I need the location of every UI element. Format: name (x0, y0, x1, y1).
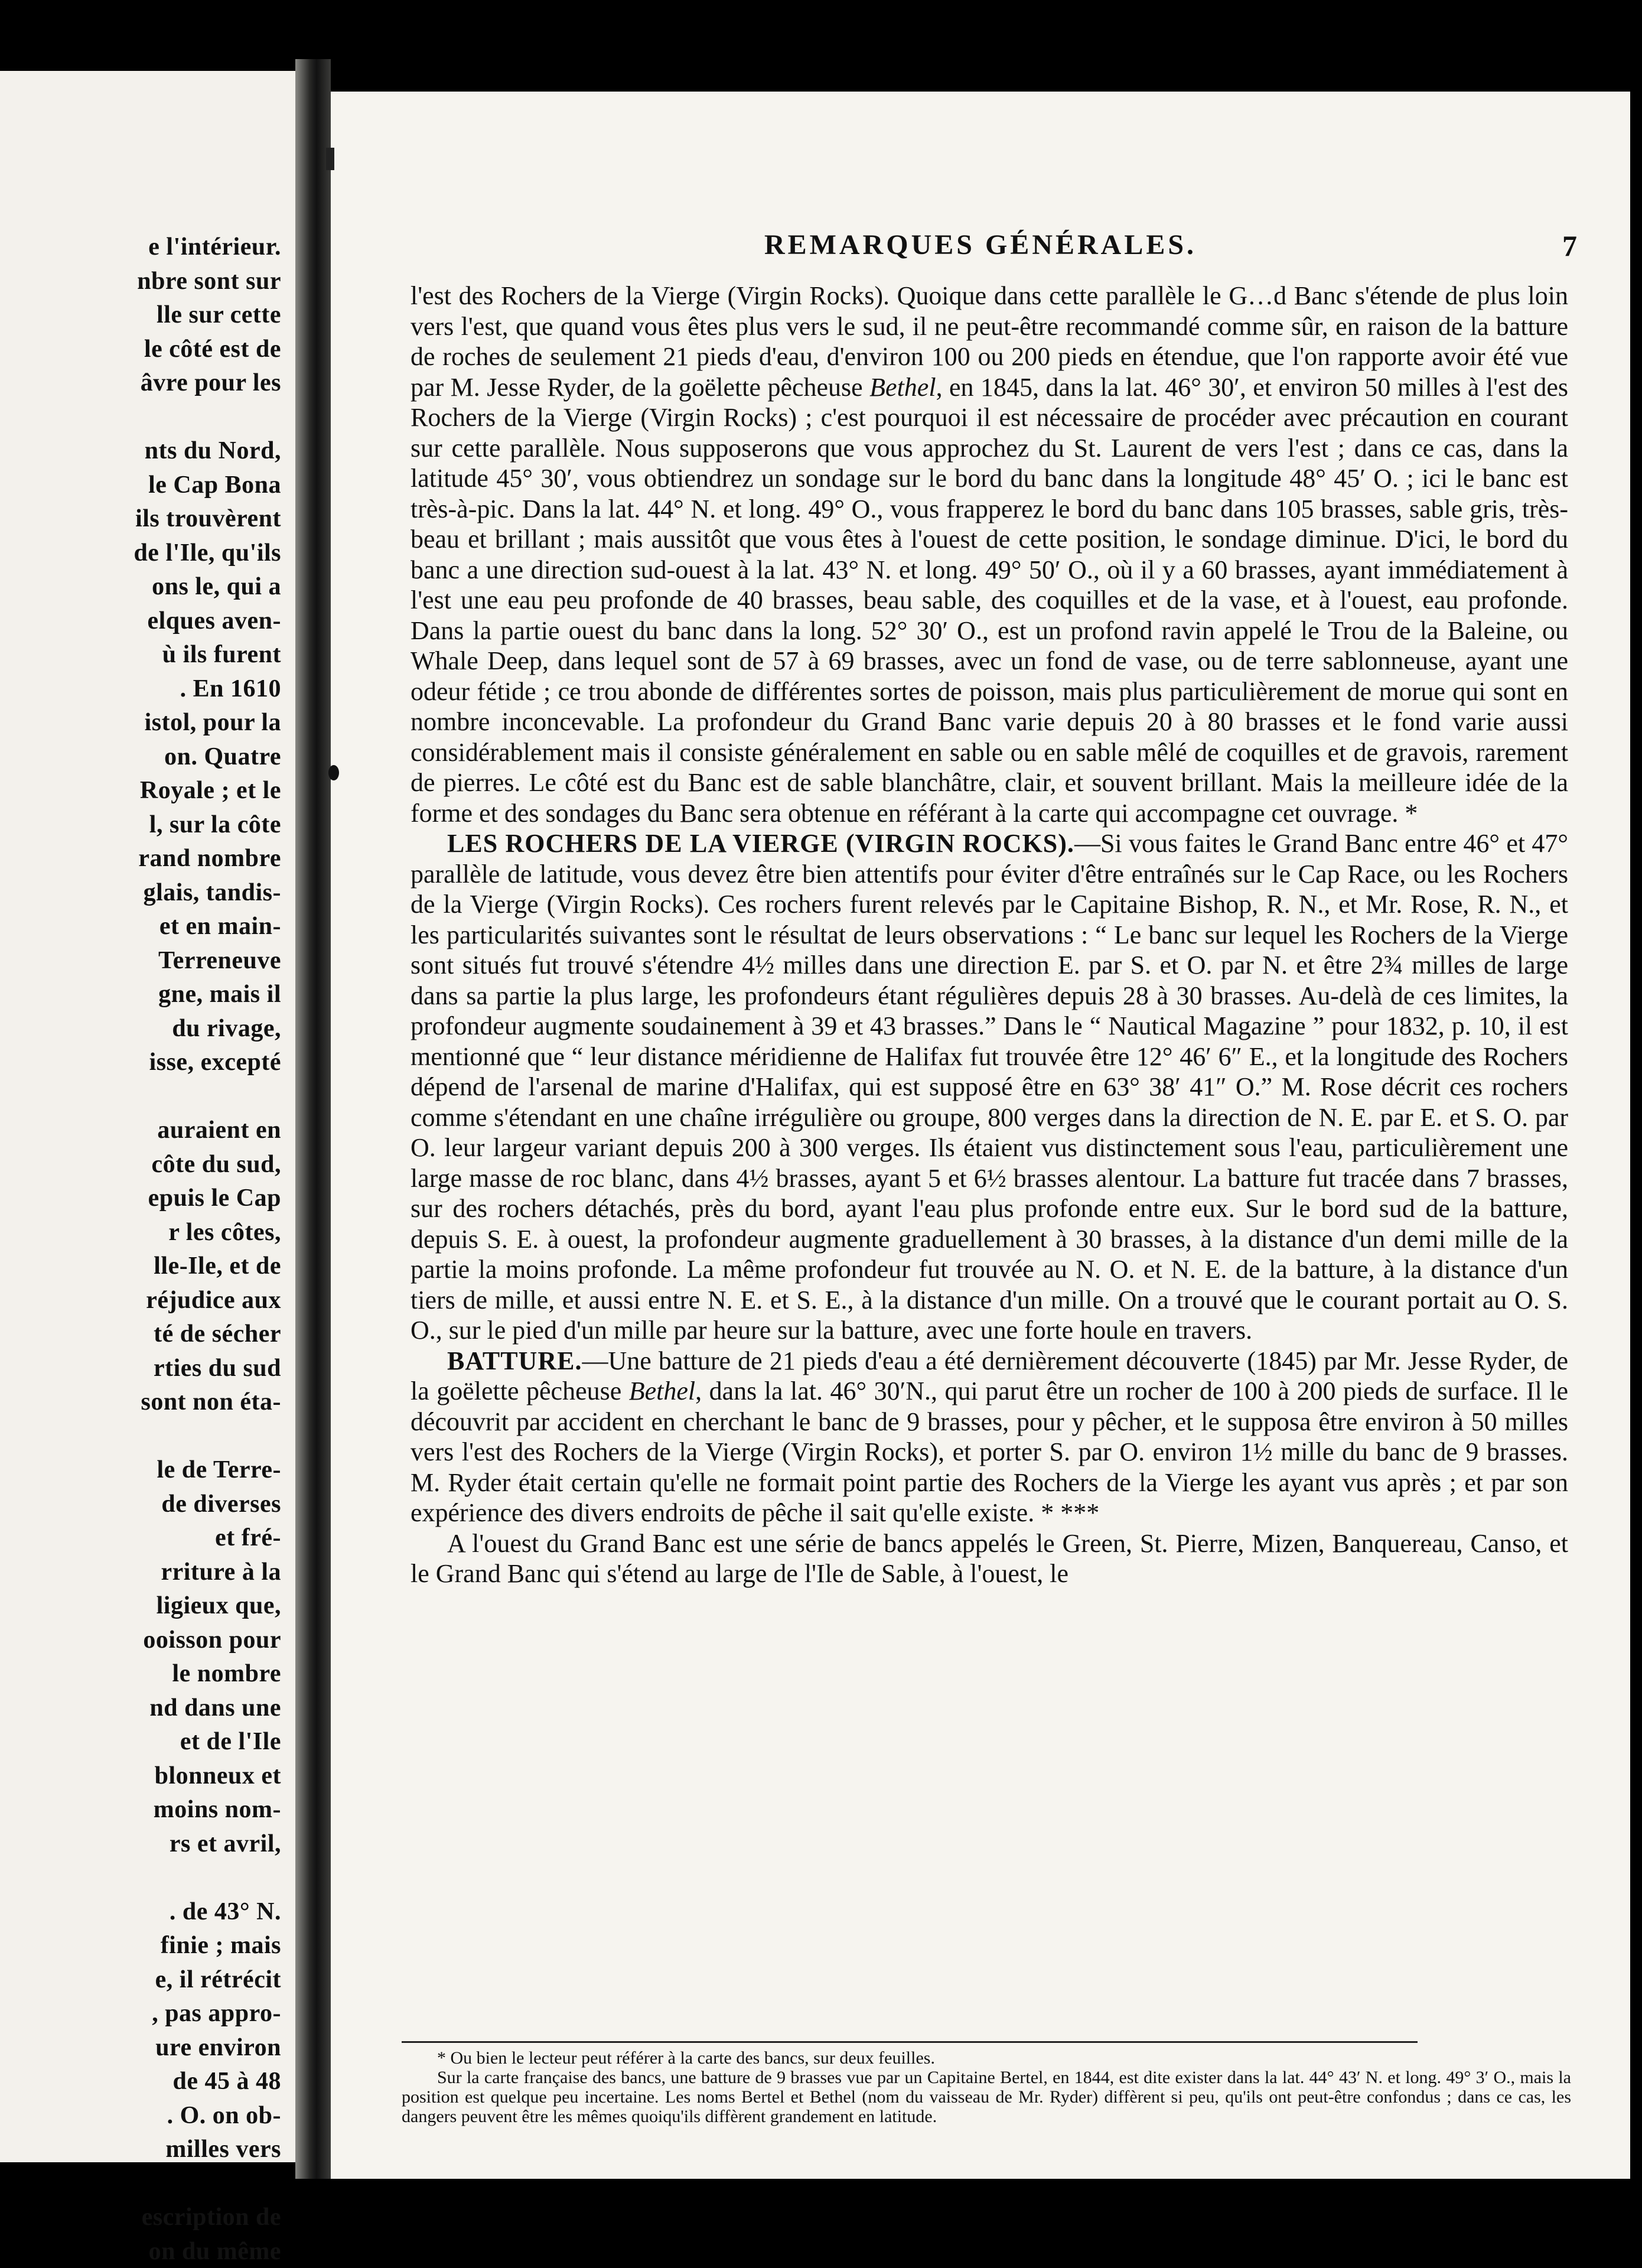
left-page-line: et fré- (215, 1524, 281, 1551)
left-page-line: . de 43° N. (169, 1898, 281, 1925)
left-page-line: rties du sud (153, 1354, 281, 1382)
left-page-line: le Cap Bona (148, 471, 281, 499)
paragraph-batture (410, 1346, 1568, 1528)
paragraph-grand-banc (410, 281, 1568, 828)
book-gutter (295, 59, 331, 2179)
left-page-line: milles vers (165, 2136, 281, 2163)
left-page-line: nbre sont sur (137, 267, 281, 295)
footnote: Sur la carte française des bancs, une batture de 9 brasses vue par un Capitaine Bertel, en 1844, est dite exister dans la lat. 44° 43′ N. et long. 49° 3′ O., mais la position est quelque peu incertaine. Les noms Bertel et Bethel (nom du vaisseau de Mr. Ryder) diffèrent si peu, qu'ils ont peut-être confondus ; dans ce cas, les dangers peuvent être les mêmes quoiqu'ils diffèrent grandement en latitude. (402, 2068, 1571, 2126)
text-run: A l'ouest du Grand Banc est une série de bancs appelés le Green, St. Pierre, Mizen, Banquereau, Canso, et le Grand Banc qui s'étend au large de l'Ile de Sable, à l'ouest, le (410, 1528, 1568, 1588)
left-page-line: sont non éta- (141, 1388, 281, 1416)
running-title: REMARQUES GÉNÉRALES. (764, 229, 1197, 261)
left-page-line: elques aven- (147, 607, 281, 634)
section-heading: BATTURE. (447, 1346, 582, 1375)
left-page-line: l, sur la côte (149, 811, 281, 838)
left-page-line: lle-Ile, et de (154, 1252, 281, 1280)
left-page-line: réjudice aux (146, 1286, 281, 1314)
left-page-line: on du même (148, 2237, 281, 2265)
binding-mark (326, 148, 334, 170)
footnote: * Ou bien le lecteur peut référer à la carte des bancs, sur deux feuilles. (437, 2048, 935, 2068)
left-page-fragment (0, 71, 295, 2265)
left-page-line: . O. on ob- (167, 2101, 281, 2129)
left-page-line: isse, excepté (149, 1049, 281, 1076)
left-page-line: ù ils furent (162, 641, 281, 668)
left-page-line: nts du Nord, (144, 437, 281, 464)
left-page-line: e l'intérieur. (148, 233, 281, 261)
left-page-line: e, il rétrécit (155, 1966, 281, 1993)
vessel-name: Bethel (628, 1377, 696, 1405)
paragraph-west-banks (410, 1528, 1568, 1589)
left-page-line: de diverses (161, 1490, 281, 1518)
left-page-line: , pas appro- (152, 2000, 281, 2027)
left-page-line: Terreneuve (158, 946, 281, 974)
left-page-line: Royale ; et le (139, 777, 281, 804)
left-page-line: le nombre (172, 1660, 281, 1687)
left-page-line: rand nombre (138, 845, 281, 872)
left-page-line: le de Terre- (157, 1456, 281, 1483)
paragraph-virgin-rocks (410, 828, 1568, 1346)
right-page (331, 92, 1630, 2179)
left-page-line: nd dans une (149, 1694, 281, 1722)
left-page-line: le côté est de (144, 335, 281, 363)
section-heading: LES ROCHERS DE LA VIERGE (VIRGIN ROCKS). (447, 829, 1074, 858)
binding-hole (328, 765, 339, 780)
left-page-line: . En 1610 (180, 675, 281, 702)
left-page-line: ons le, qui a (152, 573, 281, 600)
vessel-name: Bethel (869, 372, 936, 402)
left-page-line: gne, mais il (158, 981, 281, 1008)
left-page-line: ure environ (155, 2033, 281, 2061)
left-page-line: escription de (141, 2204, 281, 2231)
text-run: *** (1054, 1498, 1100, 1527)
footnote-rule (402, 2041, 1418, 2043)
left-page-line: auraient en (157, 1117, 281, 1144)
left-page-line: rriture à la (161, 1558, 281, 1586)
left-page-line: blonneux et (154, 1762, 281, 1789)
main-text (410, 281, 1568, 1589)
left-page-line: glais, tandis- (143, 878, 281, 906)
page-number: 7 (1562, 229, 1577, 262)
left-page-line: on. Quatre (164, 743, 281, 770)
left-page-line: côte du sud, (151, 1150, 281, 1178)
left-page-line: du rivage, (172, 1014, 281, 1042)
left-page-line: moins nom- (153, 1796, 281, 1823)
footnotes (402, 2048, 1571, 2126)
left-page-line: de l'Ile, qu'ils (133, 539, 281, 567)
left-page-line: finie ; mais (160, 1932, 281, 1959)
left-page-line: ligieux que, (156, 1592, 281, 1619)
running-head (384, 229, 1577, 276)
left-page-line: ooisson pour (143, 1626, 281, 1654)
left-page-line: et de l'Ile (180, 1728, 281, 1755)
left-page-line: lle sur cette (157, 301, 281, 328)
left-page-line: âvre pour les (140, 369, 281, 396)
left-page-line: té de sécher (154, 1320, 281, 1348)
left-page-line: et en main- (159, 913, 281, 940)
left-page-line: r les côtes, (168, 1218, 281, 1246)
text-run: l'est des Rochers de la Vierge (Virgin Rocks). Quoique dans cette parallèle le G…d Banc s'étende de plus loin vers l'est, que quand vous êtes plus vers le sud, il ne peut-être recommandé comme sûr, en raison de la batture de roches de seulement 21 pieds d'eau, d'environ 100 ou 200 pieds en étendue, que l'on rapporte avoir été vue par M. Jesse Ryder, de la goëlette pêcheuse (410, 281, 1568, 402)
left-page-line: de 45 à 48 (172, 2068, 281, 2095)
text-run: —Une batture de 21 pieds d'eau a été dernièrement découverte (1845) par Mr. Jesse Ryder, de la goëlette pêcheuse (410, 1346, 1568, 1405)
left-page-line: istol, pour la (144, 709, 281, 736)
text-run: , dans la lat. 46° 30′N., qui parut être un rocher de 100 à 200 pieds de surface. Il le découvrit par accident en cherchant le banc de 9 brasses, pour y pêcher, et le supposa être environ à 50 milles vers l'est des Rochers de la Vierge (Virgin Rocks), et porter S. par O. environ 1½ mille du banc de 9 brasses. M. Ryder était certain qu'elle ne formait point partie des Rochers de la Vierge les ayant vus après ; et par son expérience des divers endroits de pêche il sait qu'elle existe. * (410, 1377, 1568, 1527)
left-page-line: epuis le Cap (148, 1185, 281, 1212)
text-run: —Si vous faites le Grand Banc entre 46° et 47° parallèle de latitude, vous devez être bien attentifs pour éviter d'être entraînés sur le Cap Race, ou les Rochers de la Vierge (Virgin Rocks). Ces rochers furent relevés par le Capitaine Bishop, R. N., et Mr. Rose, R. N., et les particularités suivantes sont le résultat de leurs observations : “ Le banc sur lequel les Rochers de la Vierge sont situés fut trouvé s'étendre 4½ milles dans une direction E. par S. et O. par N. et être 2¾ milles de large dans sa partie la plus large, les profondeurs étant régulières depuis 28 à 30 brasses. Au-delà de ces limites, la profondeur augmente soudainement à 39 et 43 brasses.” Dans le “ Nautical Magazine ” pour 1832, p. 10, il est mentionné que “ leur distance méridienne de Halifax fut trouvée être 12° 46′ 6″ E., et la longitude des Rochers dépend de l'arsenal de marine d'Halifax, qui est supposé être en 63° 38′ 41″ O.” M. Rose décrit ces rochers comme s'étendant en une chaîne irrégulière ou groupe, 800 verges dans la direction de N. E. par E. et S. O. par O. leur largeur variant depuis 200 à 300 verges. Ils étaient vus distinctement sous l'eau, particulièrement une large masse de roc blanc, dans 4½ brasses, ayant 5 et 6½ brasses alentour. La batture fut tracée dans 7 brasses, sur des rochers détachés, près du bord, ayant l'eau plus profonde entre eux. Sur le bord sud de la batture, depuis S. E. à ouest, la profondeur augmente graduellement à 30 brasses, à la distance d'un demi mille de la partie la moins profonde. La même profondeur fut trouvée au N. O. et N. E. de la batture, à la distance d'un tiers de mille, et aussi entre N. E. et S. E., à la distance d'un mille. On a trouvé que le courant portait au O. S. O., sur le pied d'un mille par heure sur la batture, avec une forte houle en travers. (410, 829, 1568, 1345)
text-run: , en 1845, dans la lat. 46° 30′, et environ 50 milles à l'est des Rochers de la Vierge (Virgin Rocks) ; c'est pourquoi il est nécessaire de procéder avec précaution en courant sur cette parallèle. Nous supposerons que vous approchez du St. Laurent de vers l'est ; dans ce cas, dans la latitude 45° 30′, vous obtiendrez un sondage sur le bord du banc dans la longitude 48° 45′ O. ; ici le banc est très-à-pic. Dans la lat. 44° N. et long. 49° O., vous frapperez le bord du banc dans 105 brasses, sable gris, très-beau et brillant ; mais aussitôt que vous êtes à l'ouest de cette position, le sondage diminue. D'ici, le bord du banc a une direction sud-ouest à la lat. 43° N. et long. 49° 50′ O., où il y a 60 brasses, ayant immédiatement à l'est une eau peu profonde de 40 brasses, beau sable, des coquilles et de la vase, et à l'ouest, eau profonde. Dans la partie ouest du banc dans la long. 52° 30′ O., est un profond ravin appelé le Trou de la Baleine, ou Whale Deep, dans lequel sont de 57 à 69 brasses, avec un fond de vase, ou de terre sablonneuse, ayant une odeur fétide ; ce trou abonde de différentes sortes de poisson, mais plus particulièrement de morue qui sont en nombre inconcevable. La profondeur du Grand Banc varie depuis 20 à 80 brasses et le fond varie aussi considérablement mais il consiste généralement en sable ou en sable mêlé de coquilles et de gravois, rarement de pierres. Le côté est du Banc est de sable blanchâtre, clair, et souvent brillant. Mais la meilleure idée de la forme et des sondages du Banc sera obtenue en référant à la carte qui accompagne cet ouvrage. * (410, 372, 1568, 828)
left-page-line: rs et avril, (169, 1830, 281, 1857)
left-page-line: ils trouvèrent (135, 505, 281, 532)
